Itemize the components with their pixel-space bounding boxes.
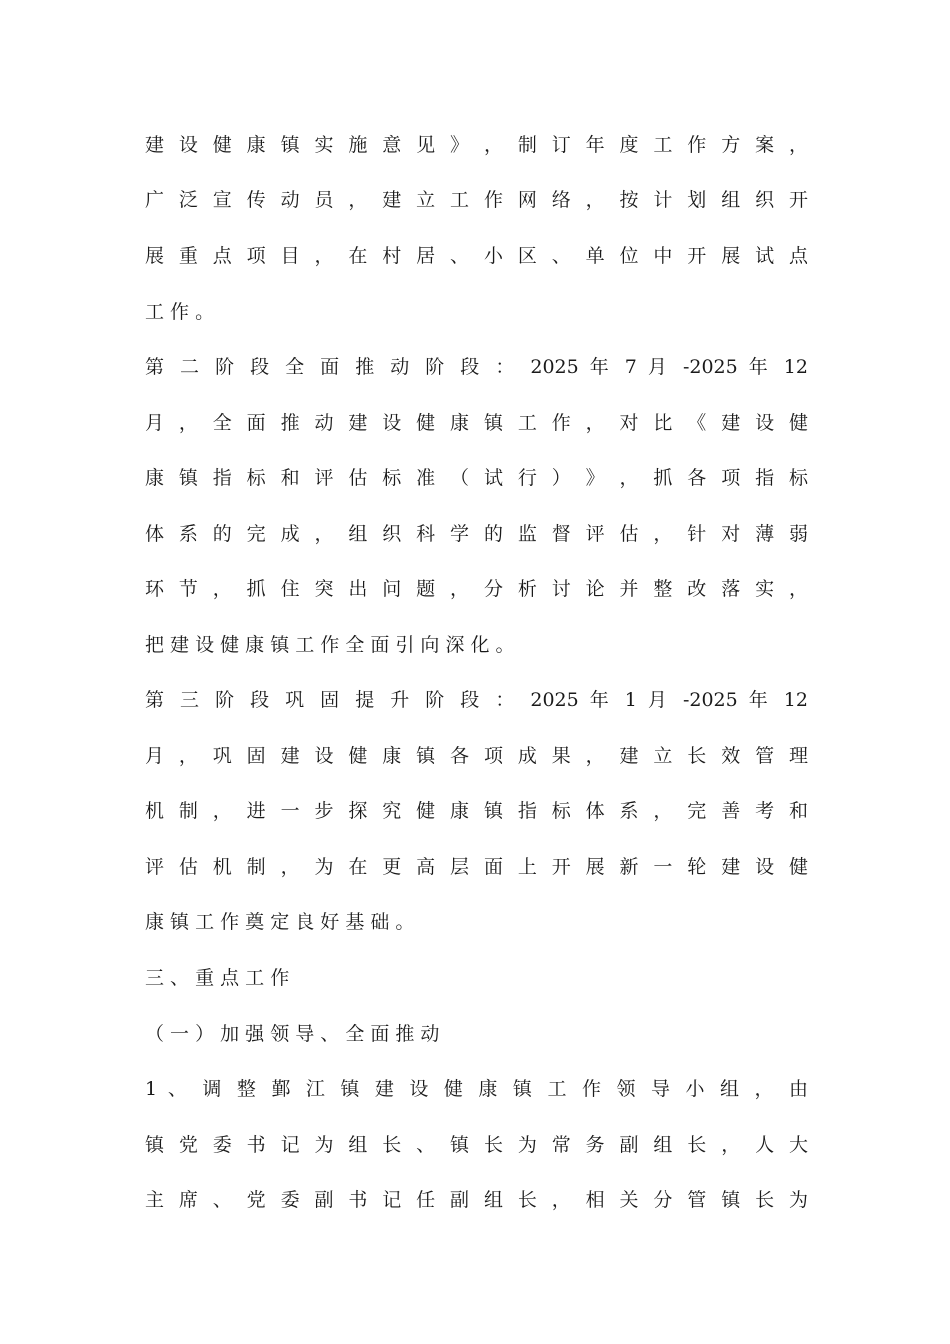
text-line: 第 二 阶 段 全 面 推 动 阶 段 ： 2025 年 7 月 -2025 年 12 [145,356,808,378]
text-line: 康 镇 工 作 奠 定 良 好 基 础 。 [145,911,415,933]
text-line: 镇 党 委 书 记 为 组 长 、 镇 长 为 常 务 副 组 长 ， 人 大 [145,1134,808,1156]
text-line: 广 泛 宣 传 动 员 ， 建 立 工 作 网 络 ， 按 计 划 组 织 开 [145,189,808,211]
text-line: 主 席 、 党 委 副 书 记 任 副 组 长 ， 相 关 分 管 镇 长 为 [145,1189,808,1211]
text-line: 1 、 调 整 鄞 江 镇 建 设 健 康 镇 工 作 领 导 小 组 ， 由 [145,1078,808,1100]
text-line: 机 制 ， 进 一 步 探 究 健 康 镇 指 标 体 系 ， 完 善 考 和 [145,800,808,822]
text-line: 把 建 设 健 康 镇 工 作 全 面 引 向 深 化 。 [145,634,515,656]
text-line: 体 系 的 完 成 ， 组 织 科 学 的 监 督 评 估 ， 针 对 薄 弱 [145,523,808,545]
text-line: 评 估 机 制 ， 为 在 更 高 层 面 上 开 展 新 一 轮 建 设 健 [145,856,808,878]
text-line: 月 ， 巩 固 建 设 健 康 镇 各 项 成 果 ， 建 立 长 效 管 理 [145,745,808,767]
text-line: 建 设 健 康 镇 实 施 意 见 》 ， 制 订 年 度 工 作 方 案 ， [145,134,808,156]
text-line: 康 镇 指 标 和 评 估 标 准 （ 试 行 ） 》 ， 抓 各 项 指 标 [145,467,808,489]
subsection-heading: （ 一 ） 加 强 领 导 、 全 面 推 动 [145,1023,440,1045]
text-line: 工 作 。 [145,301,215,323]
text-line: 月 ， 全 面 推 动 建 设 健 康 镇 工 作 ， 对 比 《 建 设 健 [145,412,808,434]
text-line: 第 三 阶 段 巩 固 提 升 阶 段 ： 2025 年 1 月 -2025 年 12 [145,689,808,711]
text-line: 展 重 点 项 目 ， 在 村 居 、 小 区 、 单 位 中 开 展 试 点 [145,245,808,267]
section-heading: 三 、 重 点 工 作 [145,967,290,989]
text-line: 环 节 ， 抓 住 突 出 问 题 ， 分 析 讨 论 并 整 改 落 实 ， [145,578,808,600]
